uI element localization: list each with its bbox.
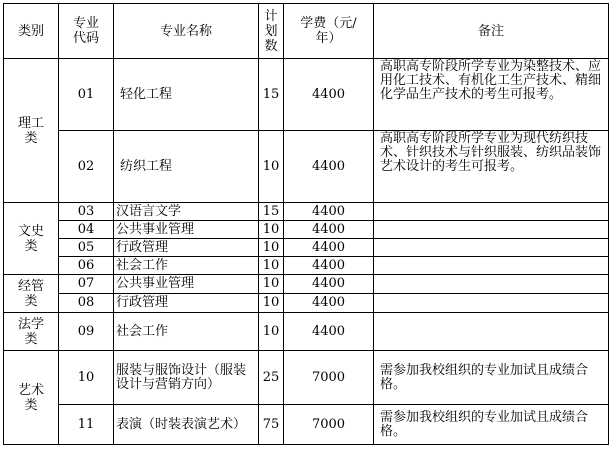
header-fee: 学费（元/年） (284, 4, 374, 59)
header-plan: 计划数 (259, 4, 284, 59)
plan-cell: 25 (259, 351, 284, 405)
table-row (4, 221, 609, 239)
remark-cell (374, 313, 609, 351)
code-cell: 07 (59, 275, 114, 294)
fee-cell: 4400 (284, 257, 374, 275)
header-remark: 备注 (374, 4, 609, 59)
fee-cell: 4400 (284, 275, 374, 294)
table-row (4, 294, 609, 313)
remark-cell (374, 257, 609, 275)
category-cell: 文史类 (4, 203, 59, 275)
plan-cell: 10 (259, 294, 284, 313)
category-cell: 理工类 (4, 59, 59, 203)
header-row (4, 4, 609, 59)
name-cell: 纺织工程 (114, 131, 259, 203)
table-row (4, 59, 609, 131)
table-row (4, 313, 609, 351)
header-code: 专业代码 (59, 4, 114, 59)
plan-cell: 75 (259, 405, 284, 445)
remark-cell: 需参加我校组织的专业加试且成绩合格。 (374, 351, 609, 405)
plan-cell: 10 (259, 239, 284, 257)
table-row (4, 131, 609, 203)
fee-cell: 7000 (284, 405, 374, 445)
table-row (4, 351, 609, 405)
code-cell: 10 (59, 351, 114, 405)
fee-cell: 4400 (284, 221, 374, 239)
code-cell: 03 (59, 203, 114, 221)
plan-cell: 10 (259, 275, 284, 294)
code-cell: 05 (59, 239, 114, 257)
code-cell: 09 (59, 313, 114, 351)
remark-cell: 高职高专阶段所学专业为染整技术、应用化工技术、有机化工生产技术、精细化学品生产技术的考生可报考。 (374, 59, 609, 131)
name-cell: 行政管理 (114, 294, 259, 313)
plan-cell: 10 (259, 257, 284, 275)
plan-cell: 10 (259, 131, 284, 203)
plan-cell: 15 (259, 59, 284, 131)
category-cell: 艺术类 (4, 351, 59, 445)
fee-cell: 4400 (284, 203, 374, 221)
name-cell: 社会工作 (114, 313, 259, 351)
code-cell: 04 (59, 221, 114, 239)
plan-cell: 10 (259, 313, 284, 351)
header-name: 专业名称 (114, 4, 259, 59)
fee-cell: 4400 (284, 131, 374, 203)
table-row (4, 239, 609, 257)
plan-cell: 15 (259, 203, 284, 221)
name-cell: 行政管理 (114, 239, 259, 257)
code-cell: 08 (59, 294, 114, 313)
category-cell: 经管类 (4, 275, 59, 313)
name-cell: 表演（时装表演艺术） (114, 405, 259, 445)
remark-cell (374, 275, 609, 294)
name-cell: 公共事业管理 (114, 275, 259, 294)
header-category: 类别 (4, 4, 59, 59)
table-row (4, 257, 609, 275)
fee-cell: 4400 (284, 239, 374, 257)
table-row (4, 405, 609, 445)
code-cell: 11 (59, 405, 114, 445)
remark-cell: 高职高专阶段所学专业为现代纺织技术、针织技术与针织服装、纺织品装饰艺术设计的考生可报考。 (374, 131, 609, 203)
fee-cell: 4400 (284, 294, 374, 313)
name-cell: 轻化工程 (114, 59, 259, 131)
remark-cell (374, 221, 609, 239)
name-cell: 汉语言文学 (114, 203, 259, 221)
table-row (4, 203, 609, 221)
fee-cell: 4400 (284, 313, 374, 351)
code-cell: 02 (59, 131, 114, 203)
name-cell: 社会工作 (114, 257, 259, 275)
fee-cell: 4400 (284, 59, 374, 131)
code-cell: 01 (59, 59, 114, 131)
code-cell: 06 (59, 257, 114, 275)
remark-cell: 需参加我校组织的专业加试且成绩合格。 (374, 405, 609, 445)
remark-cell (374, 294, 609, 313)
name-cell: 服装与服饰设计（服装设计与营销方向） (114, 351, 259, 405)
table-row (4, 275, 609, 294)
plan-cell: 10 (259, 221, 284, 239)
name-cell: 公共事业管理 (114, 221, 259, 239)
remark-cell (374, 203, 609, 221)
enrollment-plan-table (3, 3, 609, 445)
category-cell: 法学类 (4, 313, 59, 351)
remark-cell (374, 239, 609, 257)
fee-cell: 7000 (284, 351, 374, 405)
